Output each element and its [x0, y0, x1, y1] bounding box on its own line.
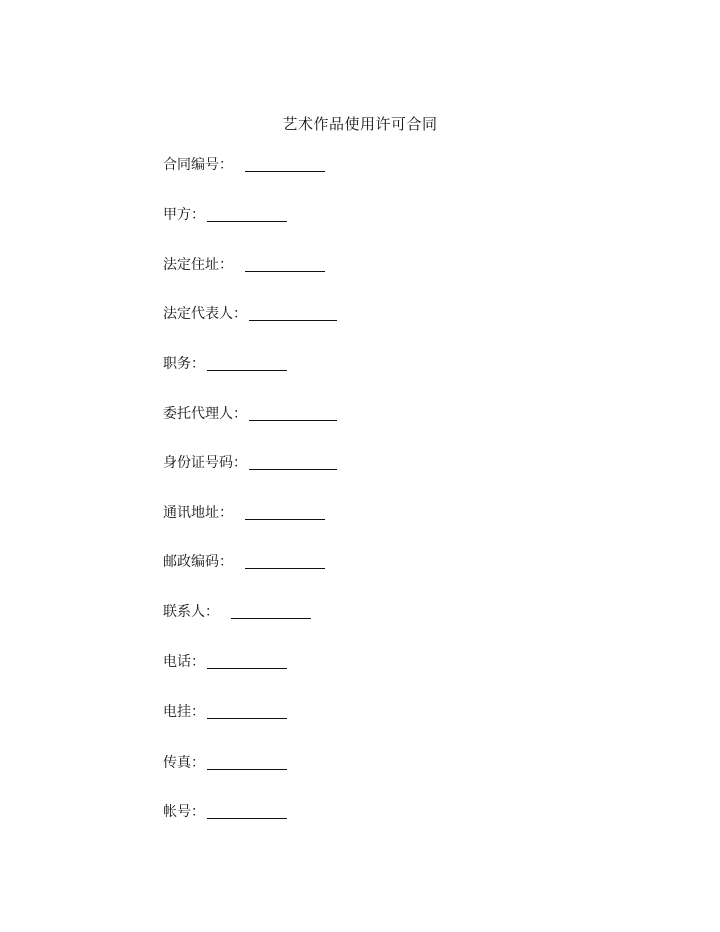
field-colon: ： — [219, 257, 233, 273]
field-label: 通讯地址 — [163, 505, 219, 521]
field-colon: ： — [191, 755, 205, 771]
field-label: 合同编号 — [163, 157, 219, 173]
fill-in-blank[interactable] — [207, 207, 287, 222]
fill-in-blank[interactable] — [249, 406, 337, 421]
field-colon: ： — [191, 654, 205, 670]
field-colon: ： — [219, 554, 233, 570]
field-fax — [163, 753, 287, 773]
field-colon: ： — [219, 157, 233, 173]
field-phone — [163, 652, 287, 672]
field-contact-person — [163, 602, 311, 622]
field-colon: ： — [205, 604, 219, 620]
field-party-a — [163, 205, 287, 225]
field-colon: ： — [233, 406, 247, 422]
field-telegraph — [163, 702, 287, 722]
field-colon: ： — [191, 804, 205, 820]
document-title: 艺术作品使用许可合同 — [282, 115, 438, 133]
field-postal-code — [163, 552, 325, 572]
field-label: 电话 — [163, 654, 191, 670]
fill-in-blank[interactable] — [245, 157, 325, 172]
field-legal-address — [163, 255, 325, 275]
field-colon: ： — [233, 306, 247, 322]
fill-in-blank[interactable] — [231, 604, 311, 619]
field-mailing-address — [163, 503, 325, 523]
field-label: 邮政编码 — [163, 554, 219, 570]
field-label: 帐号 — [163, 804, 191, 820]
fill-in-blank[interactable] — [207, 356, 287, 371]
fill-in-blank[interactable] — [245, 554, 325, 569]
fill-in-blank[interactable] — [207, 654, 287, 669]
field-legal-representative — [163, 304, 337, 324]
field-colon: ： — [219, 505, 233, 521]
field-id-number — [163, 453, 337, 473]
field-label: 法定代表人 — [163, 306, 233, 322]
field-position — [163, 354, 287, 374]
field-label: 身份证号码 — [163, 455, 233, 471]
field-label: 甲方 — [163, 207, 191, 223]
fill-in-blank[interactable] — [249, 306, 337, 321]
field-label: 委托代理人 — [163, 406, 233, 422]
fill-in-blank[interactable] — [207, 804, 287, 819]
field-colon: ： — [191, 356, 205, 372]
field-label: 传真 — [163, 755, 191, 771]
fill-in-blank[interactable] — [249, 455, 337, 470]
field-authorized-agent — [163, 404, 337, 424]
field-account — [163, 802, 287, 822]
fill-in-blank[interactable] — [245, 257, 325, 272]
field-label: 法定住址 — [163, 257, 219, 273]
field-colon: ： — [191, 207, 205, 223]
field-label: 联系人 — [163, 604, 205, 620]
fill-in-blank[interactable] — [207, 704, 287, 719]
fill-in-blank[interactable] — [245, 505, 325, 520]
field-contract-number — [163, 155, 325, 175]
field-label: 电挂 — [163, 704, 191, 720]
field-colon: ： — [191, 704, 205, 720]
field-label: 职务 — [163, 356, 191, 372]
fill-in-blank[interactable] — [207, 755, 287, 770]
field-colon: ： — [233, 455, 247, 471]
